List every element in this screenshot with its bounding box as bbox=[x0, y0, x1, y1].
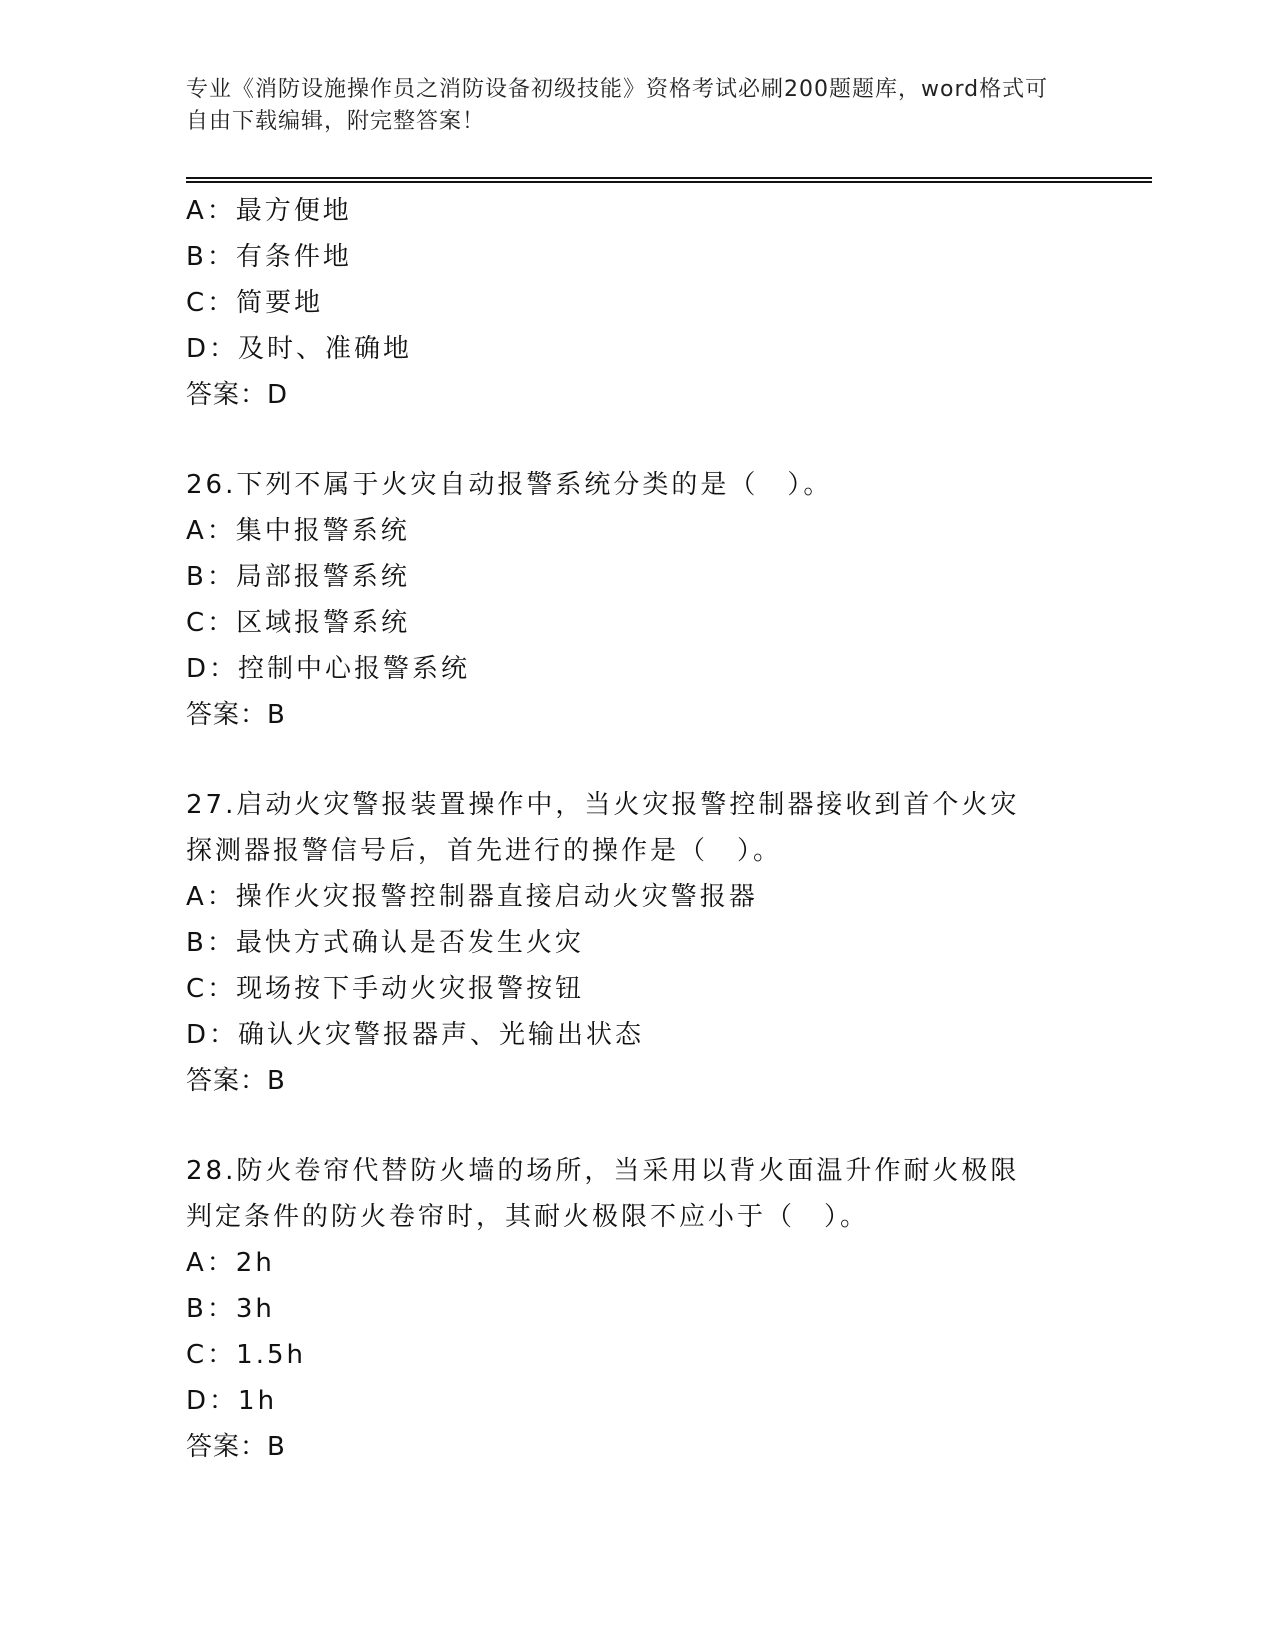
answer-line: 答案：B bbox=[186, 700, 286, 730]
answer-line: 答案：D bbox=[186, 380, 289, 410]
question-list bbox=[186, 188, 1086, 1470]
answer-line: 答案：B bbox=[186, 1066, 286, 1096]
spacer bbox=[186, 1104, 1086, 1148]
question-stem: 27.启动火灾警报装置操作中，当火灾报警控制器接收到首个火灾探测器报警信号后，首先进行的操作是（ ）。 bbox=[186, 790, 1020, 866]
option-c: C：1.5h bbox=[186, 1340, 306, 1370]
document-title: 专业《消防设施操作员之消防设备初级技能》资格考试必刷200题题库，word格式可自由下载编辑，附完整答案！ bbox=[186, 77, 1049, 134]
question-26 bbox=[186, 462, 1086, 738]
option-b: B：最快方式确认是否发生火灾 bbox=[186, 928, 584, 958]
header-divider-bottom bbox=[186, 181, 1152, 183]
question-27 bbox=[186, 782, 1086, 1104]
option-a: A：操作火灾报警控制器直接启动火灾警报器 bbox=[186, 882, 758, 912]
spacer bbox=[186, 418, 1086, 462]
header-divider-top bbox=[186, 177, 1152, 179]
option-d: D：控制中心报警系统 bbox=[186, 654, 471, 684]
option-d: D：及时、准确地 bbox=[186, 334, 413, 364]
option-d: D：确认火灾警报器声、光输出状态 bbox=[186, 1020, 645, 1050]
question-stem: 28.防火卷帘代替防火墙的场所，当采用以背火面温升作耐火极限判定条件的防火卷帘时，其耐火极限不应小于（ ）。 bbox=[186, 1156, 1020, 1232]
option-b: B：有条件地 bbox=[186, 242, 352, 272]
question-stem: 26.下列不属于火灾自动报警系统分类的是（ ）。 bbox=[186, 470, 833, 500]
document-header bbox=[186, 74, 1066, 138]
option-a: A：集中报警系统 bbox=[186, 516, 410, 546]
spacer bbox=[186, 738, 1086, 782]
question-25 bbox=[186, 188, 1086, 418]
option-d: D：1h bbox=[186, 1386, 278, 1416]
option-c: C：现场按下手动火灾报警按钮 bbox=[186, 974, 585, 1004]
answer-line: 答案：B bbox=[186, 1432, 286, 1462]
option-b: B：局部报警系统 bbox=[186, 562, 410, 592]
option-a: A：最方便地 bbox=[186, 196, 352, 226]
option-a: A：2h bbox=[186, 1248, 275, 1278]
option-c: C：简要地 bbox=[186, 288, 324, 318]
option-b: B：3h bbox=[186, 1294, 275, 1324]
question-28 bbox=[186, 1148, 1086, 1470]
option-c: C：区域报警系统 bbox=[186, 608, 411, 638]
